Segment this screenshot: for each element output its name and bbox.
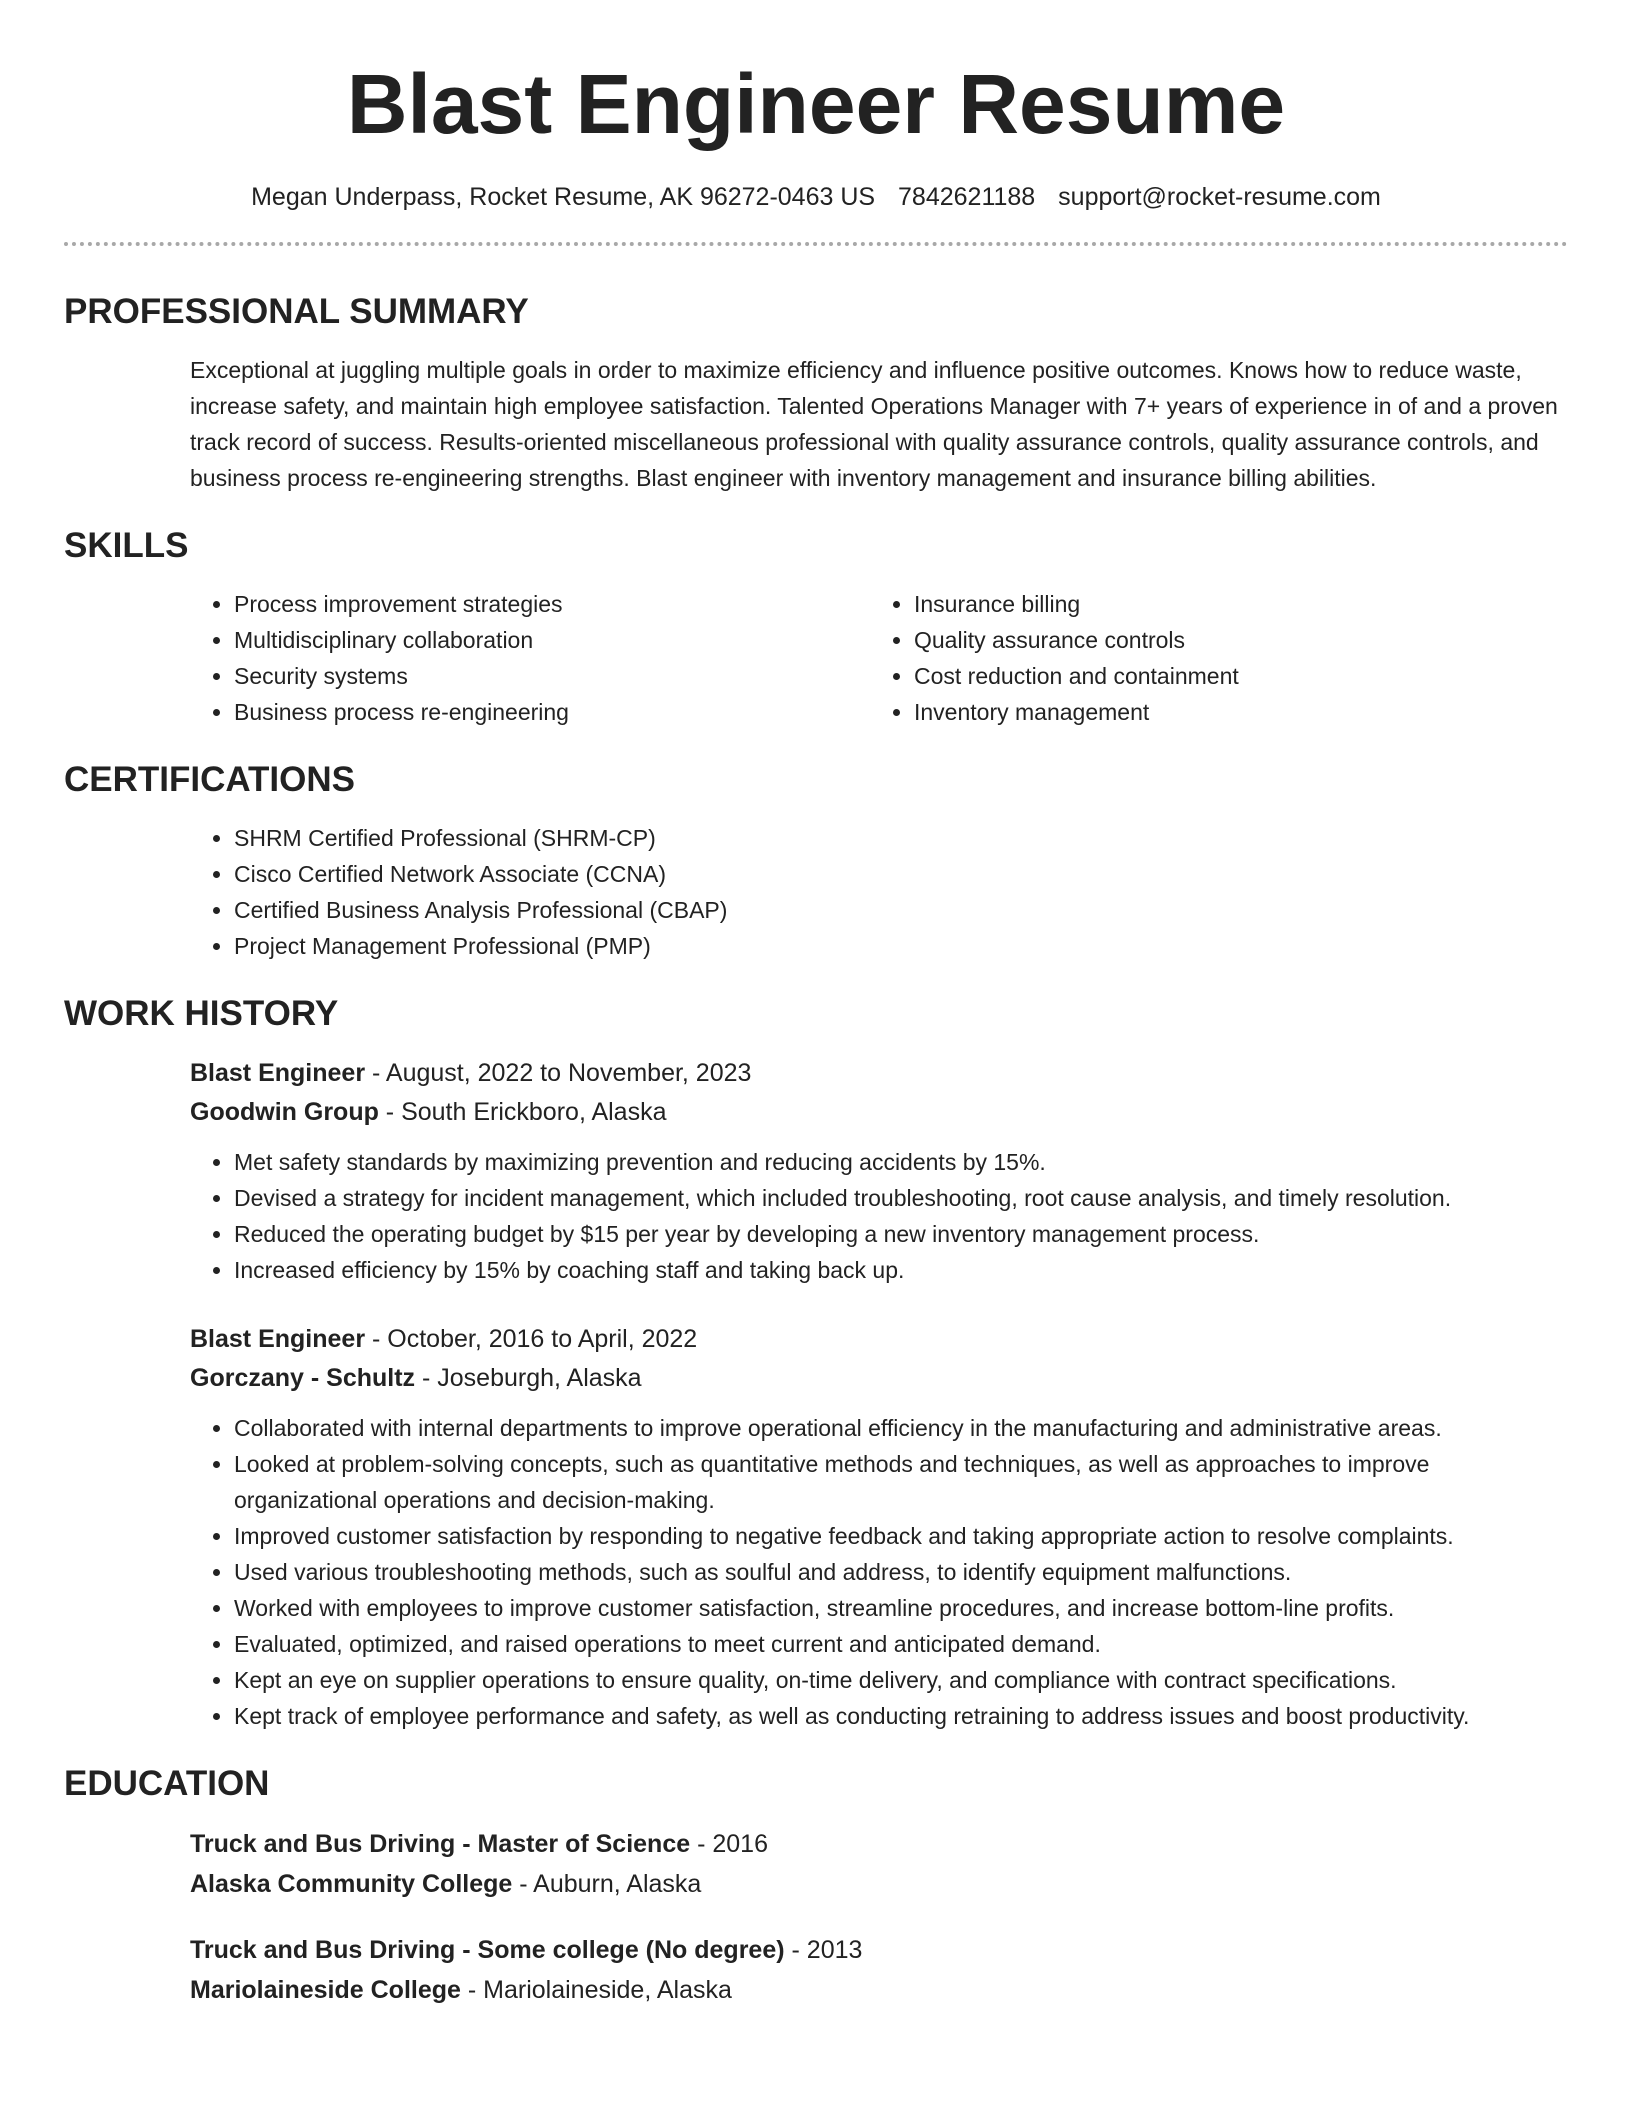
education-heading: EDUCATION	[64, 1764, 270, 1803]
work-history-section	[64, 992, 1568, 1734]
education-school-line	[190, 1970, 1568, 2010]
job-location: - South Erickboro, Alaska	[378, 1098, 667, 1126]
contact-line	[64, 180, 1568, 214]
job-bullets	[190, 1410, 1568, 1734]
skills-columns	[190, 586, 1568, 730]
education-school-line	[190, 1864, 1568, 1904]
job-bullet: • Kept an eye on supplier operations to ensure quality, on-time delivery, and compliance with contract specifications.	[234, 1662, 1568, 1698]
resume-title: Blast Engineer Resume	[346, 57, 1286, 151]
job-bullet: • Improved customer satisfaction by responding to negative feedback and taking appropriate action to resolve complaints.	[234, 1518, 1568, 1554]
job-bullet: • Reduced the operating budget by $15 per year by developing a new inventory management process.	[234, 1216, 1568, 1252]
job-company: Goodwin Group	[190, 1098, 379, 1126]
job-entry	[64, 1054, 1568, 1288]
job-company-line	[190, 1093, 1568, 1132]
job-bullet: • Looked at problem-solving concepts, such as quantitative methods and techniques, as well as approaches to improve organizational operations and decision-making.	[234, 1446, 1568, 1518]
contact-phone: 7842621188	[898, 183, 1036, 211]
job-dates: - August, 2022 to November, 2023	[365, 1059, 752, 1087]
education-section	[64, 1762, 1568, 2010]
skill-item: • Quality assurance controls	[914, 622, 1550, 658]
job-bullet: • Kept track of employee performance and safety, as well as conducting retraining to address issues and boost productivity.	[234, 1698, 1568, 1734]
skill-item: • Process improvement strategies	[234, 586, 870, 622]
job-company-line	[190, 1359, 1568, 1398]
contact-address: Megan Underpass, Rocket Resume, AK 96272-0463 US	[251, 183, 876, 211]
summary-section	[64, 290, 1568, 496]
education-location: - Auburn, Alaska	[512, 1870, 702, 1898]
job-bullet: • Met safety standards by maximizing prevention and reducing accidents by 15%.	[234, 1144, 1568, 1180]
job-bullet: • Collaborated with internal departments to improve operational efficiency in the manufacturing and administrative areas.	[234, 1410, 1568, 1446]
certification-item: • SHRM Certified Professional (SHRM-CP)	[234, 820, 1568, 856]
education-degree: Truck and Bus Driving - Some college (No degree)	[190, 1936, 785, 1964]
job-bullet: • Worked with employees to improve customer satisfaction, streamline procedures, and increase bottom-line profits.	[234, 1590, 1568, 1626]
education-entry	[64, 1930, 1568, 2010]
skill-item: • Inventory management	[914, 694, 1550, 730]
job-title: Blast Engineer	[190, 1059, 366, 1087]
education-year: - 2013	[784, 1936, 863, 1964]
certifications-heading: CERTIFICATIONS	[64, 760, 356, 799]
job-title: Blast Engineer	[190, 1325, 366, 1353]
job-location: - Joseburgh, Alaska	[415, 1364, 642, 1392]
skills-left-list	[190, 586, 870, 730]
education-school: Alaska Community College	[190, 1870, 513, 1898]
job-title-line	[190, 1054, 1568, 1093]
summary-heading: PROFESSIONAL SUMMARY	[64, 292, 529, 331]
education-location: - Mariolaineside, Alaska	[460, 1976, 732, 2004]
education-degree-line	[190, 1930, 1568, 1970]
skill-item: • Security systems	[234, 658, 870, 694]
certifications-list	[190, 820, 1568, 964]
certification-item: • Cisco Certified Network Associate (CCNA)	[234, 856, 1568, 892]
education-year: - 2016	[690, 1830, 768, 1858]
skill-item: • Multidisciplinary collaboration	[234, 622, 870, 658]
education-degree-line	[190, 1824, 1568, 1864]
skills-heading: SKILLS	[64, 526, 189, 565]
skills-section	[64, 524, 1568, 730]
skills-right-list	[870, 586, 1550, 730]
job-dates: - October, 2016 to April, 2022	[365, 1325, 698, 1353]
work-history-heading: WORK HISTORY	[64, 994, 339, 1033]
job-bullet: • Increased efficiency by 15% by coaching staff and taking back up.	[234, 1252, 1568, 1288]
header-divider	[64, 242, 1568, 246]
skill-item: • Cost reduction and containment	[914, 658, 1550, 694]
education-degree: Truck and Bus Driving - Master of Science	[190, 1830, 691, 1858]
job-company: Gorczany - Schultz	[190, 1364, 416, 1392]
skill-item: • Business process re-engineering	[234, 694, 870, 730]
job-entry	[64, 1320, 1568, 1734]
summary-text: Exceptional at juggling multiple goals in order to maximize efficiency and influence positive outcomes. Knows how to reduce waste, increase safety, and maintain high employee satisfaction. Talented Operations Manager with 7+ years of experience in of and a proven track record of success. Results-oriented miscellaneous professional with quality assurance controls, quality assurance controls, and business process re-engineering strengths. Blast engineer with inventory management and insurance billing abilities.	[190, 357, 1558, 491]
job-bullets	[190, 1144, 1568, 1288]
certifications-section	[64, 758, 1568, 964]
certification-item: • Certified Business Analysis Professional (CBAP)	[234, 892, 1568, 928]
certification-item: • Project Management Professional (PMP)	[234, 928, 1568, 964]
job-bullet: • Evaluated, optimized, and raised operations to meet current and anticipated demand.	[234, 1626, 1568, 1662]
skill-item: • Insurance billing	[914, 586, 1550, 622]
job-bullet: • Devised a strategy for incident management, which included troubleshooting, root cause analysis, and timely resolution.	[234, 1180, 1568, 1216]
contact-email: support@rocket-resume.com	[1058, 183, 1381, 211]
education-entry	[64, 1824, 1568, 1904]
education-school: Mariolaineside College	[190, 1976, 461, 2004]
job-bullet: • Used various troubleshooting methods, such as soulful and address, to identify equipment malfunctions.	[234, 1554, 1568, 1590]
job-title-line	[190, 1320, 1568, 1359]
